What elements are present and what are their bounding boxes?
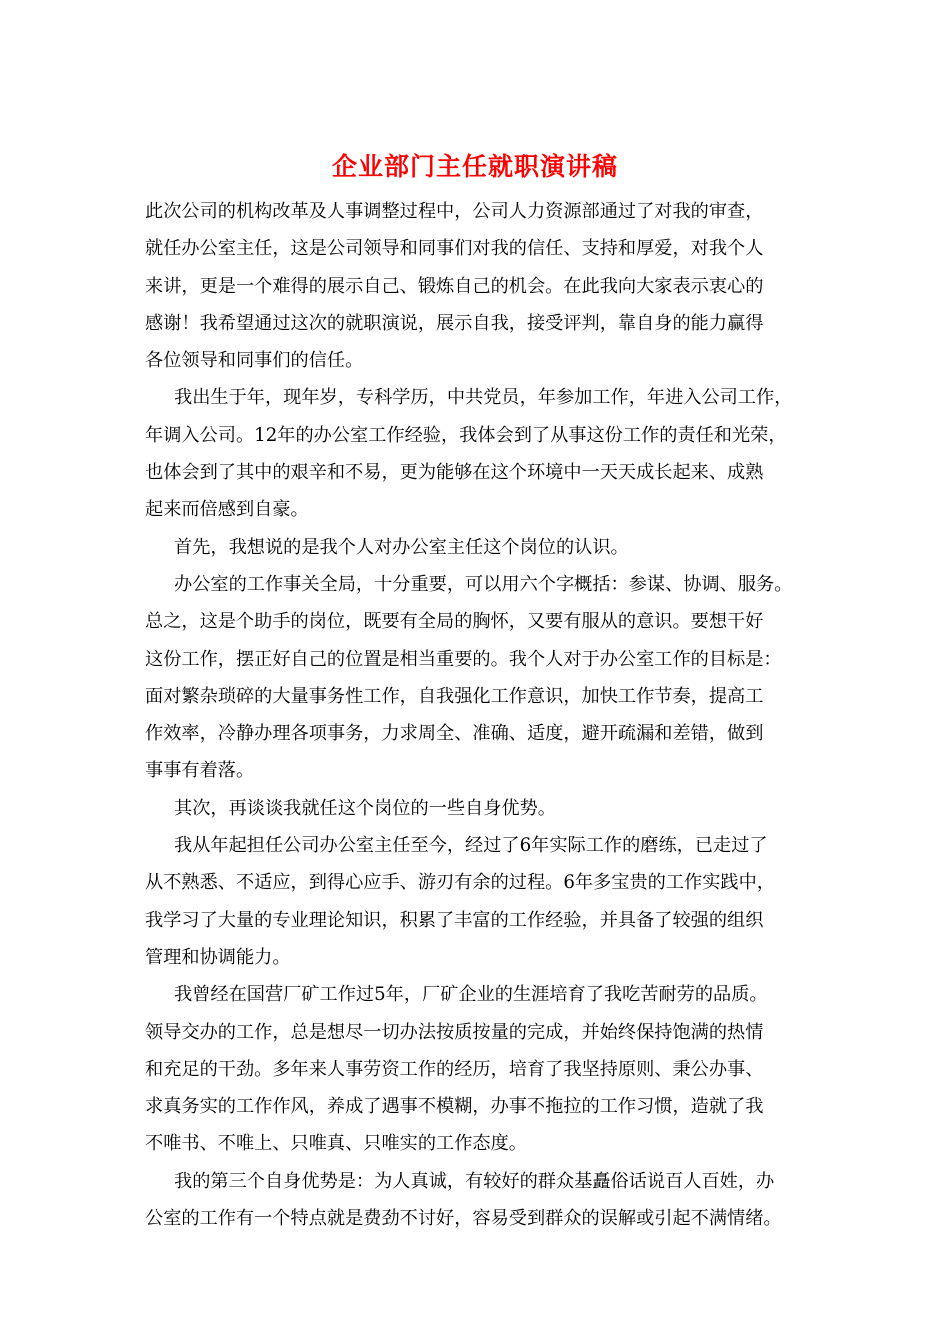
text-line: 事事有着落。 — [145, 760, 255, 782]
text-line: 就任办公室主任，这是公司领导和同事们对我的信任、支持和厚爱，对我个人 — [145, 238, 764, 260]
text-line: 起来而倍感到自豪。 — [145, 499, 309, 521]
text-line: 我曾经在国营厂矿工作过5年，厂矿企业的生涯培育了我吃苦耐劳的品质。 — [174, 984, 768, 1006]
text-line: 管理和协调能力。 — [145, 946, 291, 968]
text-line: 我学习了大量的专业理论知识，积累了丰富的工作经验，并具备了较强的组织 — [145, 909, 764, 931]
text-line: 求真务实的工作作风，养成了遇事不模糊，办事不拖拉的工作习惯，造就了我 — [145, 1096, 764, 1118]
text-line: 我出生于年，现年岁，专科学历，中共党员，年参加工作，年进入公司工作， — [174, 387, 793, 409]
text-line: 和充足的干劲。多年来人事劳资工作的经历，培育了我坚持原则、秉公办事、 — [145, 1058, 764, 1080]
text-line: 领导交办的工作，总是想尽一切办法按质按量的完成，并始终保持饱满的热情 — [145, 1021, 764, 1043]
document-title: 企业部门主任就职演讲稿 — [331, 152, 618, 181]
text-line: 我从年起担任公司办公室主任至今，经过了6年实际工作的磨练，已走过了 — [174, 835, 768, 857]
text-line: 此次公司的机构改革及人事调整过程中，公司人力资源部通过了对我的审查， — [145, 201, 764, 222]
text-line: 其次，再谈谈我就任这个岗位的一些自身优势。 — [174, 797, 556, 819]
text-line: 面对繁杂琐碎的大量事务性工作，自我强化工作意识，加快工作节奏，提高工 — [145, 685, 764, 707]
text-line: 首先，我想说的是我个人对办公室主任这个岗位的认识。 — [174, 536, 629, 558]
text-line: 总之，这是个助手的岗位，既要有全局的胸怀，又要有服从的意识。要想干好 — [145, 611, 764, 633]
text-line: 各位领导和同事们的信任。 — [145, 350, 364, 372]
text-line: 我的第三个自身优势是：为人真诚，有较好的群众基矗俗话说百人百姓，办 — [174, 1170, 775, 1192]
text-line: 也体会到了其中的艰辛和不易，更为能够在这个环境中一天天成长起来、成熟 — [145, 462, 764, 484]
text-line: 来讲，更是一个难得的展示自己、锻炼自己的机会。在此我向大家表示衷心的 — [145, 275, 764, 297]
text-line: 年调入公司。12年的办公室工作经验，我体会到了从事这份工作的责任和光荣， — [145, 424, 787, 446]
document-body — [145, 193, 815, 1237]
text-line: 不唯书、不唯上、只唯真、只唯实的工作态度。 — [145, 1133, 527, 1155]
text-line: 办公室的工作事关全局，十分重要，可以用六个字概括：参谋、协调、服务。 — [174, 573, 793, 595]
text-line: 作效率，冷静办理各项事务，力求周全、准确、适度，避开疏漏和差错，做到 — [145, 723, 764, 745]
text-line: 感谢！我希望通过这次的就职演说，展示自我，接受评判，靠自身的能力赢得 — [145, 312, 764, 334]
text-line: 公室的工作有一个特点就是费劲不讨好，容易受到群众的误解或引起不满情绪。 — [145, 1208, 782, 1230]
text-line: 这份工作，摆正好自己的位置是相当重要的。我个人对于办公室工作的目标是： — [145, 648, 782, 670]
text-line: 从不熟悉、不适应，到得心应手、游刃有余的过程。6年多宝贵的工作实践中， — [145, 872, 775, 894]
